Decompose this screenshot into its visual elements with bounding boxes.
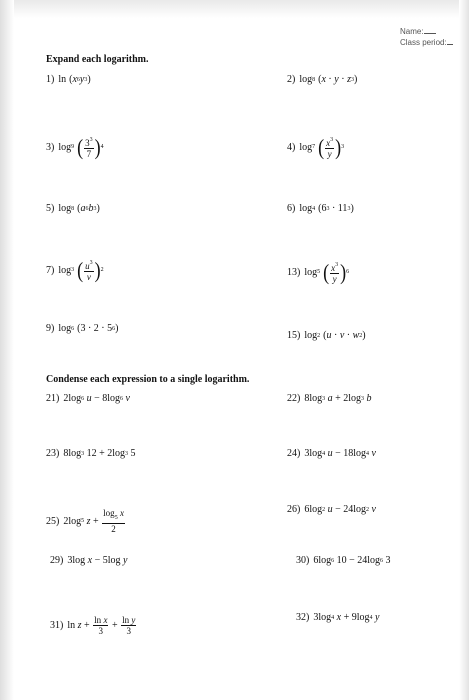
problem-15 [287, 330, 366, 341]
problem-expression: ln ( x 6 y 3 ) [58, 74, 91, 85]
problem-21 [46, 393, 130, 404]
problem-number: 31) [50, 620, 64, 631]
problem-expression: log 6 (3 · 2 · 5 6 ) [58, 323, 119, 334]
problem-29 [50, 555, 127, 566]
problem-13 [287, 260, 349, 284]
problem-number: 9) [46, 323, 55, 334]
problem-number: 4) [287, 141, 296, 153]
problem-number: 25) [46, 515, 60, 527]
problem-number: 13) [287, 266, 301, 278]
problem-31 [50, 615, 137, 636]
condense-heading: Condense each expression to a single logarithm. [46, 374, 250, 385]
problem-expression: 2log 6 u − 8log 6 v [63, 393, 130, 404]
problem-32 [296, 612, 379, 623]
problem-number: 23) [46, 448, 60, 459]
problem-expression: 2log 5 z + $\frac{\log_5 x}{2}$ [63, 508, 124, 534]
problem-3 [46, 135, 104, 159]
problem-expression: log 8 ( x · y · z 3 ) [299, 74, 358, 85]
problem-expression: 3log 4 x + 9log 4 y [313, 612, 380, 623]
problem-expression: 8log 3 a + 2log 3 b [304, 393, 372, 404]
problem-26 [287, 504, 376, 515]
problem-number: 6) [287, 203, 296, 214]
problem-number: 7) [46, 264, 55, 276]
problem-expression: log 8 ( a 6 b 3 ) [58, 203, 100, 214]
problem-expression: log 3 ( $\frac{u^3}{v}$ ) 2 [58, 257, 104, 283]
expand-heading: Expand each logarithm. [46, 54, 149, 65]
problem-number: 22) [287, 393, 301, 404]
problem-4 [287, 135, 344, 159]
problem-22 [287, 393, 372, 404]
problem-expression: 6log 2 u − 24log 2 v [304, 504, 376, 515]
problem-expression: log 2 ( u · v · w 2 ) [304, 330, 366, 341]
problem-number: 29) [50, 555, 64, 566]
problem-7 [46, 258, 104, 282]
problem-number: 5) [46, 203, 55, 214]
name-blank [424, 26, 436, 34]
problem-number: 21) [46, 393, 60, 404]
problem-23 [46, 448, 136, 459]
problem-expression: 8log 3 12 + 2log 3 5 [63, 448, 136, 459]
page-shadow-left [0, 0, 14, 700]
problem-expression: 6log 6 10 − 24log 6 3 [313, 555, 391, 566]
problem-number: 32) [296, 612, 310, 623]
problem-number: 15) [287, 330, 301, 341]
problem-9 [46, 323, 118, 334]
problem-number: 3) [46, 141, 55, 153]
problem-5 [46, 203, 100, 214]
problem-30 [296, 555, 391, 566]
name-block [400, 26, 453, 48]
problem-number: 26) [287, 504, 301, 515]
name-label: Name: [400, 27, 424, 36]
class-period-label: Class period: [400, 38, 447, 47]
problem-number: 24) [287, 448, 301, 459]
problem-number: 2) [287, 74, 296, 85]
problem-expression: ln z + $\frac{\text{ln x}}{3}$ + $\frac{\text{ln y}}{3}$ [67, 615, 136, 636]
problem-expression: log 4 (6 3 · 11 3 ) [299, 203, 354, 214]
problem-expression: 3log x − 5log y [67, 555, 128, 566]
problem-number: 1) [46, 74, 55, 85]
page-shadow-top [0, 0, 469, 18]
problem-24 [287, 448, 376, 459]
problem-expression: log 7 ( $\frac{x^3}{y}$ ) 3 [299, 134, 345, 160]
problem-number: 30) [296, 555, 310, 566]
class-period-blank [447, 37, 453, 45]
problem-expression: log 9 ( $\frac{3^3}{7}$ ) 4 [58, 134, 104, 160]
problem-expression: 3log 4 u − 18log 4 v [304, 448, 376, 459]
problem-2 [287, 74, 357, 85]
page-shadow-right [459, 0, 469, 700]
problem-6 [287, 203, 354, 214]
problem-expression: log 5 ( $\frac{x^3}{y}$ ) 6 [304, 259, 350, 285]
problem-25 [46, 508, 126, 534]
problem-1 [46, 74, 91, 85]
